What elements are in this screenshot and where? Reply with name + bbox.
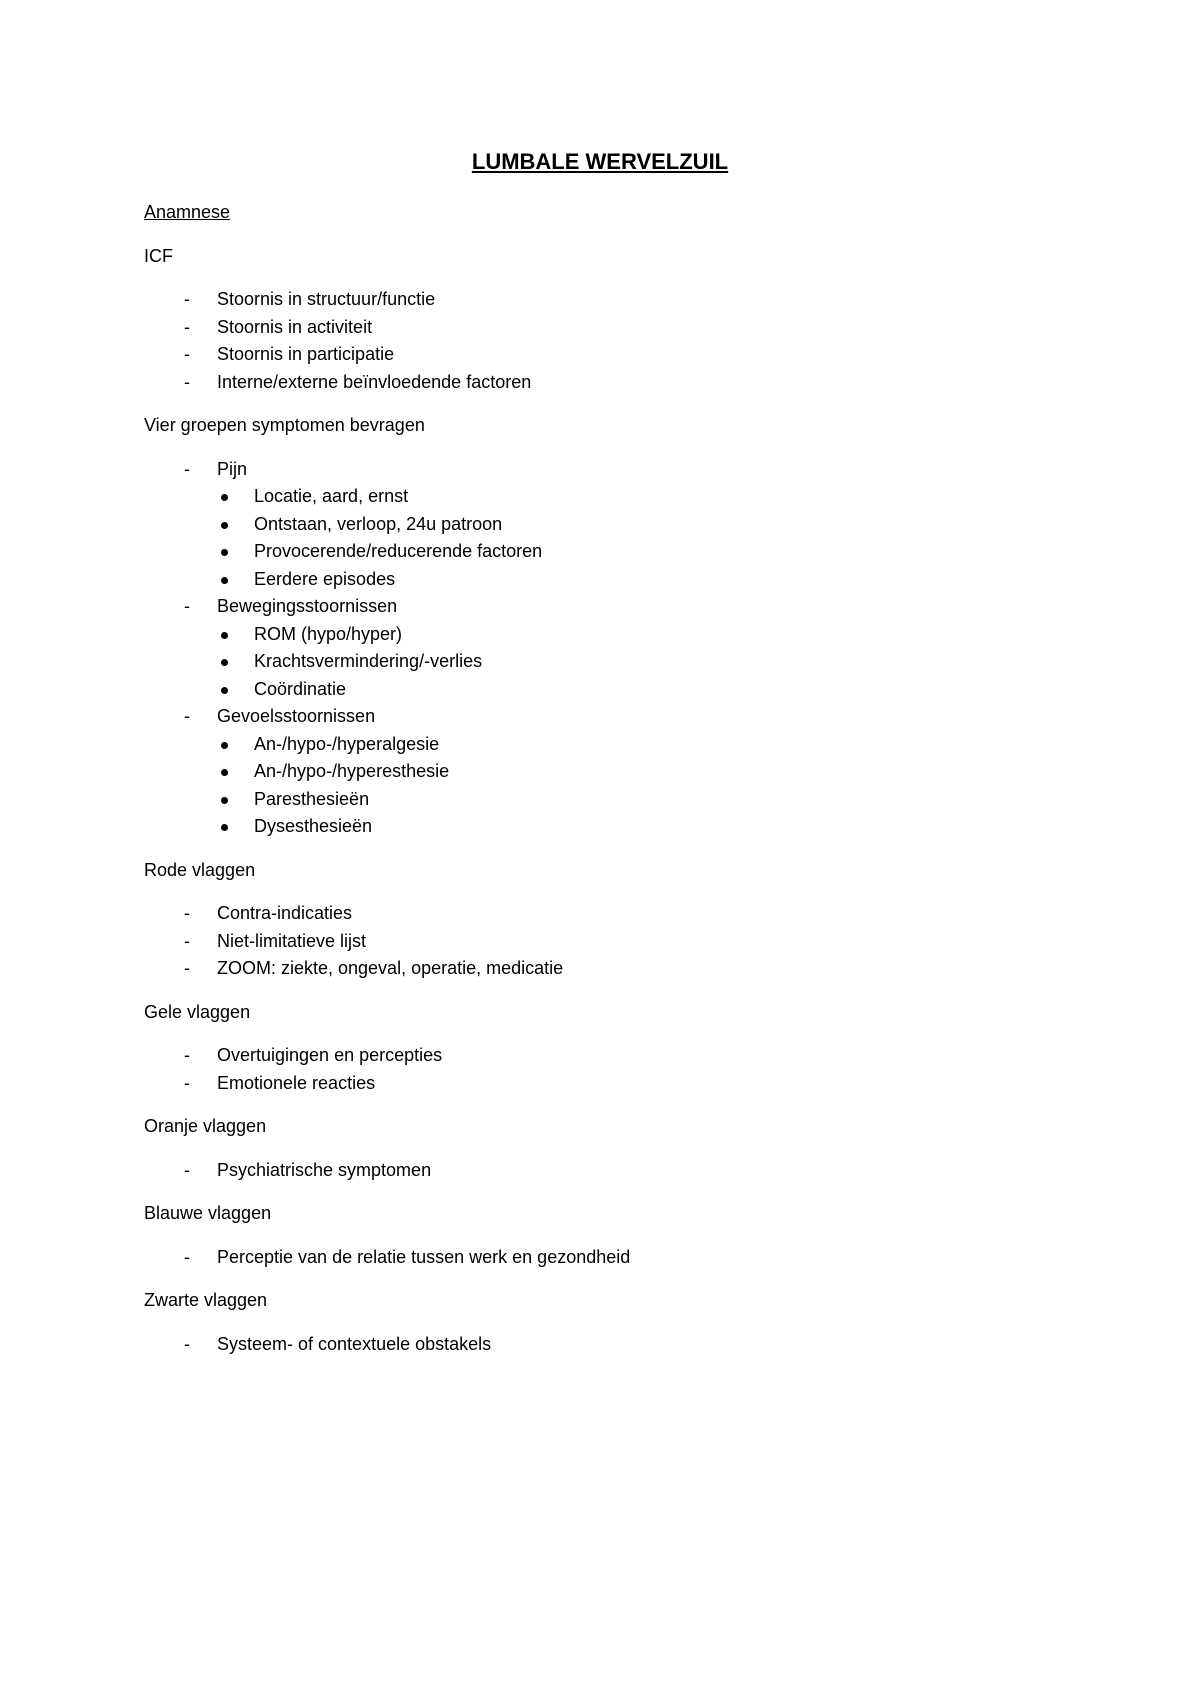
sublist-item-text: An-/hypo-/hyperalgesie [254,733,440,754]
rode-vlaggen-list [144,900,1104,983]
bullet-dot-icon [221,522,228,529]
icf-list [144,286,1104,396]
list-item [144,1042,1104,1070]
bullet-dot-icon [221,687,228,694]
sublist-item-text: An-/hypo-/hyperesthesie [254,761,450,781]
sublist-item [217,676,1104,704]
sublist-item [217,731,1104,759]
section-heading-symptomen: Vier groepen symptomen bevragen [144,415,425,435]
dash-marker: - [184,344,190,364]
sublist-item [217,538,1104,566]
dash-marker: - [184,1159,190,1180]
dash-marker: - [184,1246,190,1267]
list-item-text: Stoornis in participatie [217,344,395,364]
dash-marker: - [184,958,190,978]
dash-marker: - [184,1072,190,1093]
list-item-text: ZOOM: ziekte, ongeval, operatie, medicatie [217,958,564,978]
list-item [144,955,1104,983]
list-item-gevoelsstoornissen [144,703,1104,841]
list-item-pijn [144,456,1104,594]
section-heading-rode-vlaggen: Rode vlaggen [144,859,256,880]
dash-marker: - [184,371,190,392]
bewegingsstoornissen-sublist [217,621,1104,704]
dash-marker: - [184,930,190,951]
sublist-item-text: Eerdere episodes [254,568,396,589]
sublist-item-text: Paresthesieën [254,788,370,809]
list-item [144,314,1104,342]
dash-marker: - [184,458,190,479]
blauwe-vlaggen-list [144,1244,1104,1272]
section-heading-zwarte-vlaggen: Zwarte vlaggen [144,1290,268,1310]
sublist-item [217,648,1104,676]
bullet-dot-icon [221,632,228,639]
bullet-dot-icon [221,549,228,556]
list-item-text: Overtuigingen en percepties [217,1045,443,1065]
section-heading-gele-vlaggen: Gele vlaggen [144,1001,251,1022]
list-item [144,286,1104,314]
gevoelsstoornissen-sublist [217,731,1104,841]
list-item-text: Contra-indicaties [217,903,353,923]
list-item-text: Niet-limitatieve lijst [217,930,367,951]
bullet-dot-icon [221,494,228,501]
list-item-text: Bewegingsstoornissen [217,596,398,616]
bullet-dot-icon [221,577,228,584]
bullet-dot-icon [221,824,228,831]
list-item [144,1070,1104,1098]
sublist-item-text: Ontstaan, verloop, 24u patroon [254,513,503,534]
list-item [144,928,1104,956]
dash-marker: - [184,289,190,309]
list-item [144,900,1104,928]
dash-marker: - [184,316,190,337]
list-item-text: Stoornis in activiteit [217,316,373,337]
bullet-dot-icon [221,659,228,666]
list-item-text: Systeem- of contextuele obstakels [217,1333,492,1354]
sublist-item [217,758,1104,786]
sublist-item-text: Coördinatie [254,678,347,699]
sublist-item-text: Provocerende/reducerende factoren [254,541,543,561]
pijn-sublist [217,483,1104,593]
dash-marker: - [184,903,190,923]
section-heading-icf: ICF [144,245,173,266]
sublist-item [217,483,1104,511]
list-item-bewegingsstoornissen [144,593,1104,703]
list-item [144,1157,1104,1185]
bullet-dot-icon [221,742,228,749]
sublist-item-text: ROM (hypo/hyper) [254,623,403,644]
list-item [144,1331,1104,1359]
oranje-vlaggen-list [144,1157,1104,1185]
dash-marker: - [184,1045,190,1065]
dash-marker: - [184,596,190,616]
dash-marker: - [184,706,190,726]
zwarte-vlaggen-list [144,1331,1104,1359]
list-item-text: Psychiatrische symptomen [217,1159,432,1180]
list-item [144,1244,1104,1272]
document-body [144,199,1104,1374]
list-item-text: Emotionele reacties [217,1072,376,1093]
sublist-item [217,621,1104,649]
symptomen-list [144,456,1104,841]
list-item-text: Gevoelsstoornissen [217,706,376,726]
list-item-text: Pijn [217,458,248,479]
section-heading-oranje-vlaggen: Oranje vlaggen [144,1116,267,1136]
sublist-item-text: Dysesthesieën [254,816,373,836]
bullet-dot-icon [221,797,228,804]
document-title: LUMBALE WERVELZUIL [471,149,729,174]
list-item-text: Stoornis in structuur/functie [217,289,436,309]
list-item [144,369,1104,397]
sublist-item [217,511,1104,539]
sublist-item-text: Krachtsvermindering/-verlies [254,651,483,671]
sublist-item [217,786,1104,814]
gele-vlaggen-list [144,1042,1104,1097]
dash-marker: - [184,1333,190,1354]
sublist-item-text: Locatie, aard, ernst [254,486,409,506]
sublist-item [217,566,1104,594]
list-item [144,341,1104,369]
section-heading-blauwe-vlaggen: Blauwe vlaggen [144,1203,272,1223]
section-heading-anamnese: Anamnese [144,202,231,222]
sublist-item [217,813,1104,841]
list-item-text: Perceptie van de relatie tussen werk en gezondheid [217,1246,631,1267]
list-item-text: Interne/externe beïnvloedende factoren [217,371,532,392]
bullet-dot-icon [221,769,228,776]
